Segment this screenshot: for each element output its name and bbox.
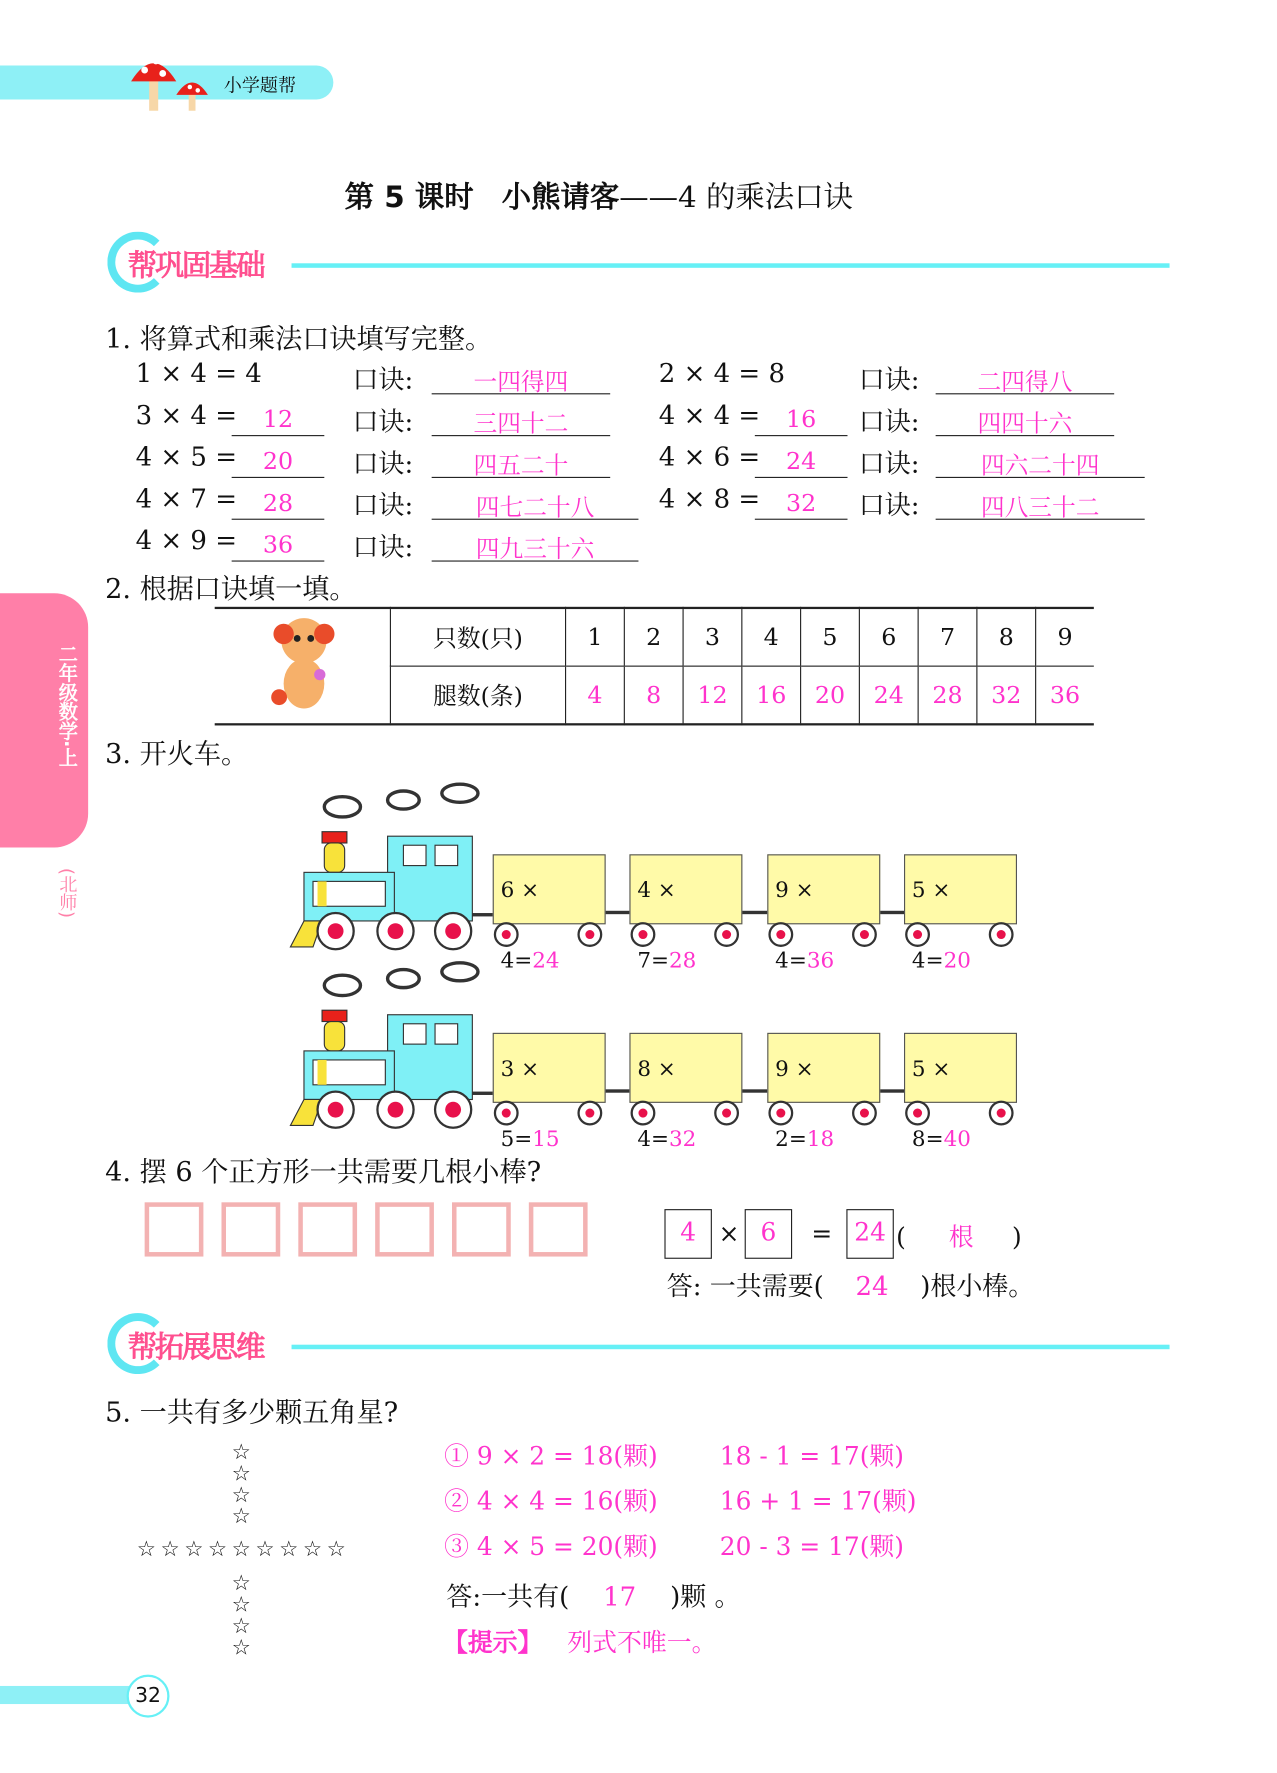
- section-divider: [292, 263, 1170, 268]
- wheel-icon: [905, 1101, 930, 1126]
- count-cell: 2: [624, 608, 683, 666]
- coupler: [606, 911, 630, 914]
- wheel-icon: [989, 1101, 1014, 1126]
- wheel-icon: [714, 1101, 739, 1126]
- legs-cell: 12: [683, 666, 742, 724]
- q5-prompt: 5. 一共有多少颗五角星?: [105, 1396, 399, 1429]
- q1-answer-blank: 32: [755, 489, 848, 520]
- car-answer: 32: [668, 1126, 697, 1152]
- method-step: ③ 4 × 5 = 20(颗): [444, 1533, 658, 1562]
- footer-band: [0, 1686, 136, 1704]
- koujue-label: 口诀:: [858, 366, 920, 396]
- train-car: [629, 854, 742, 973]
- coupler: [880, 911, 904, 914]
- section-badge-extension: [107, 1313, 288, 1376]
- q4-prompt: 4. 摆 6 个正方形一共需要几根小棒?: [105, 1155, 542, 1188]
- answer-suffix: )根小棒。: [920, 1272, 1035, 1302]
- q3-prompt: 3. 开火车。: [105, 737, 249, 770]
- koujue-label: 口诀:: [858, 491, 920, 521]
- lesson-topic: 4 的乘法口诀: [678, 180, 853, 215]
- car-expression: 9 × 4=: [775, 878, 814, 973]
- star-icon: ☆: [136, 1536, 156, 1562]
- q1-answer-blank: 28: [232, 489, 325, 520]
- wheel-icon: [494, 1101, 519, 1126]
- hint-label: 【提示】: [442, 1628, 543, 1658]
- factor-b-box: 6: [745, 1209, 792, 1259]
- locomotive-icon: [288, 780, 497, 961]
- count-cell: 7: [918, 608, 977, 666]
- q1-answer-blank: 24: [755, 447, 848, 478]
- legs-cell: 4: [566, 666, 625, 724]
- page-title: [345, 174, 853, 216]
- q1-rhyme-blank: 四六二十四: [936, 447, 1145, 478]
- method-step: 20 - 3 = 17(颗): [719, 1533, 904, 1562]
- wheel-icon: [852, 1101, 877, 1126]
- car-expression: 8 × 4=: [637, 1056, 676, 1152]
- hint: [443, 1624, 716, 1659]
- star-icon: ☆: [231, 1439, 251, 1465]
- wheel-icon: [768, 1101, 793, 1126]
- car-answer: 28: [668, 948, 697, 973]
- q1-expression: 4 × 5 =: [135, 442, 238, 473]
- q1-expression: 4 × 6 =: [658, 442, 761, 473]
- q4-answer: [667, 1266, 1035, 1303]
- q1-expression: 4 × 7 =: [135, 484, 238, 515]
- page-number: 32: [127, 1675, 170, 1718]
- section-label: 帮拓展思维: [127, 1331, 264, 1366]
- stick-square: [452, 1202, 511, 1256]
- legs-cell: 28: [918, 666, 977, 724]
- wheel-icon: [577, 1101, 602, 1126]
- wheel-icon: [494, 922, 519, 947]
- paren: (: [896, 1223, 906, 1253]
- q1-rhyme-blank: 一四得四: [432, 364, 611, 395]
- star-icon: ☆: [207, 1536, 228, 1562]
- coupler: [880, 1089, 904, 1092]
- answer-suffix: )颗 。: [670, 1583, 741, 1613]
- side-tab-edition: (北师): [56, 867, 78, 919]
- train-car: [767, 854, 880, 973]
- koujue-label: 口诀:: [352, 366, 414, 396]
- answer-prefix: 答:一共有(: [446, 1583, 570, 1613]
- stick-square: [529, 1202, 588, 1256]
- times-sign: ×: [718, 1220, 740, 1249]
- q1-expression: 4 × 9 =: [135, 526, 238, 556]
- lesson-number: 第 5 课时: [344, 180, 474, 215]
- coupler: [742, 1089, 767, 1092]
- koujue-label: 口诀:: [858, 449, 920, 480]
- section-badge-basics: [107, 232, 288, 295]
- q1-answer-blank: 20: [232, 447, 325, 478]
- count-cell: 1: [566, 608, 625, 666]
- brand-label: 小学题帮: [223, 74, 297, 97]
- title-dash: ——: [619, 180, 679, 215]
- q1-rhyme-blank: 四八三十二: [936, 489, 1145, 520]
- q1-answer-blank: 16: [755, 406, 848, 437]
- q2-prompt: 2. 根据口诀填一填。: [105, 572, 357, 605]
- star-icon: ☆: [231, 1461, 251, 1486]
- q1-expression: 2 × 4 = 8: [658, 359, 785, 389]
- car-answer: 24: [532, 948, 560, 973]
- car-expression: 5 × 8=: [911, 1056, 951, 1152]
- train-car: [904, 1033, 1017, 1152]
- method-step: ① 9 × 2 = 18(颗): [444, 1443, 658, 1472]
- lesson-name: 小熊请客: [501, 180, 620, 215]
- star-icon: ☆: [231, 1592, 251, 1618]
- star-icon: ☆: [231, 1482, 251, 1508]
- count-cell: 3: [683, 608, 742, 666]
- car-answer: 36: [806, 948, 835, 973]
- car-answer: 18: [806, 1126, 835, 1152]
- side-tab-grade: 二年级数学·上: [54, 644, 77, 767]
- star-icon: ☆: [231, 1504, 251, 1529]
- star-icon: ☆: [231, 1570, 251, 1596]
- equals-sign: =: [811, 1220, 833, 1249]
- train-car: [493, 1033, 606, 1152]
- answer-value: 17: [603, 1583, 637, 1613]
- wheel-icon: [631, 1101, 656, 1126]
- q1-rhyme-blank: 四五二十: [432, 447, 611, 478]
- answer-prefix: 答: 一共需要(: [666, 1272, 824, 1302]
- method-step: 16 + 1 = 17(颗): [719, 1488, 917, 1517]
- wheel-icon: [577, 922, 602, 947]
- car-expression: 6 × 4=: [500, 878, 540, 973]
- legs-cell: 16: [742, 666, 801, 724]
- dog-icon: [263, 611, 342, 715]
- car-expression: 4 × 7=: [637, 878, 676, 973]
- koujue-label: 口诀:: [352, 449, 414, 480]
- legs-cell: 24: [859, 666, 918, 724]
- train-car: [629, 1033, 742, 1152]
- q1-rhyme-blank: 四九三十六: [432, 531, 639, 562]
- star-icon: ☆: [231, 1635, 251, 1660]
- q1-expression: 3 × 4 =: [135, 401, 238, 431]
- legs-cell: 20: [801, 666, 860, 724]
- legs-cell: 8: [624, 666, 683, 724]
- star-icon: ☆: [231, 1613, 251, 1639]
- row-label-legs: 腿数(条): [390, 666, 565, 724]
- result-box: 24: [846, 1209, 893, 1259]
- legs-cell: 32: [977, 666, 1036, 724]
- q1-expression: 4 × 8 =: [658, 484, 761, 515]
- star-icon: ☆: [255, 1536, 275, 1562]
- count-cell: 4: [742, 608, 801, 666]
- count-cell: 8: [977, 608, 1036, 666]
- stick-square: [221, 1202, 280, 1256]
- star-icon: ☆: [279, 1536, 299, 1562]
- q1-answer-blank: 36: [232, 531, 325, 562]
- mushroom-icon: [127, 45, 217, 115]
- wheel-icon: [989, 922, 1014, 947]
- legs-table: [215, 607, 1094, 726]
- q1-expression: 1 × 4 = 4: [135, 359, 262, 389]
- train-car: [493, 854, 606, 973]
- q1-expression: 4 × 4 =: [658, 401, 761, 431]
- answer-value: 24: [855, 1272, 889, 1302]
- star-icon: ☆: [326, 1536, 346, 1562]
- car-answer: 20: [943, 948, 971, 973]
- count-cell: 6: [859, 608, 918, 666]
- q1-rhyme-blank: 四七二十八: [432, 489, 639, 520]
- car-expression: 9 × 2=: [775, 1056, 814, 1152]
- unit-answer: 根: [948, 1223, 974, 1253]
- car-expression: 3 × 5=: [500, 1056, 540, 1152]
- method-step: 18 - 1 = 17(颗): [719, 1443, 904, 1472]
- wheel-icon: [714, 922, 739, 947]
- legs-cell: 36: [1036, 666, 1094, 724]
- wheel-icon: [631, 922, 656, 947]
- coupler: [742, 911, 767, 914]
- q1-rhyme-blank: 四四十六: [936, 406, 1115, 437]
- koujue-label: 口诀:: [352, 491, 414, 521]
- car-expression: 5 × 4=: [911, 878, 951, 973]
- method-step: ② 4 × 4 = 16(颗): [444, 1488, 658, 1517]
- train-car: [904, 854, 1017, 973]
- unit-group: [896, 1218, 1022, 1253]
- count-cell: 5: [801, 608, 860, 666]
- q1-rhyme-blank: 二四得八: [936, 364, 1115, 395]
- star-icon: ☆: [231, 1536, 251, 1562]
- row-label-count: 只数(只): [390, 608, 565, 666]
- locomotive-icon: [288, 958, 497, 1139]
- section-divider: [292, 1345, 1170, 1350]
- section-label: 帮巩固基础: [127, 249, 264, 284]
- factor-a-box: 4: [664, 1209, 711, 1259]
- car-answer: 15: [532, 1126, 560, 1152]
- wheel-icon: [852, 922, 877, 947]
- q5-answer: [446, 1576, 740, 1613]
- koujue-label: 口诀:: [858, 407, 920, 438]
- wheel-icon: [768, 922, 793, 947]
- stick-square: [375, 1202, 434, 1256]
- star-icon: ☆: [160, 1536, 180, 1562]
- wheel-icon: [905, 922, 930, 947]
- hint-text: 列式不唯一。: [567, 1629, 717, 1658]
- q1-rhyme-blank: 三四十二: [432, 406, 611, 437]
- count-cell: 9: [1036, 608, 1094, 666]
- star-icon: ☆: [184, 1536, 204, 1562]
- stick-square: [145, 1202, 204, 1256]
- car-answer: 40: [943, 1126, 971, 1152]
- paren: ): [1012, 1223, 1022, 1253]
- q1-prompt: 1. 将算式和乘法口诀填写完整。: [105, 323, 493, 355]
- train-car: [767, 1033, 880, 1152]
- star-icon: ☆: [302, 1536, 323, 1562]
- koujue-label: 口诀:: [352, 533, 414, 563]
- coupler: [606, 1089, 630, 1092]
- dog-illustration: [215, 608, 391, 724]
- q1-answer-blank: 12: [232, 406, 325, 437]
- koujue-label: 口诀:: [352, 407, 414, 438]
- stick-square: [298, 1202, 357, 1256]
